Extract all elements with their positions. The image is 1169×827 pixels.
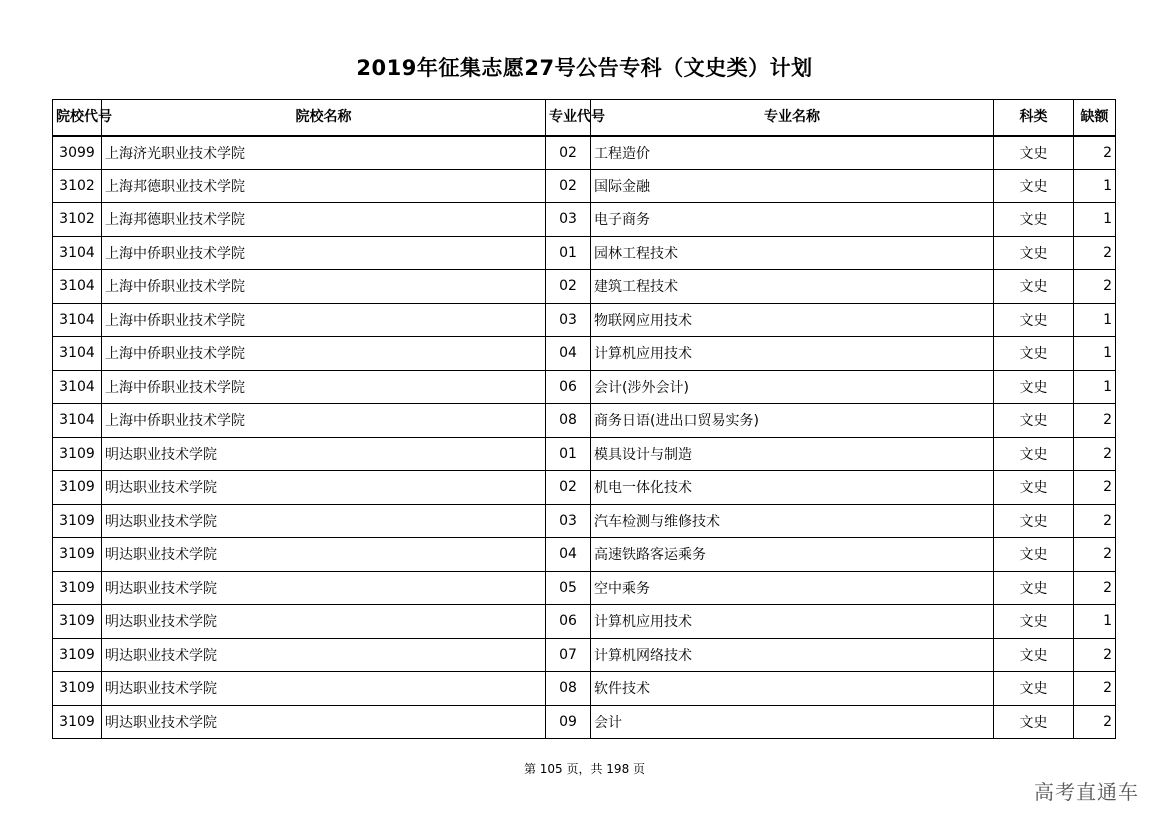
cell-school-name: 上海邦德职业技术学院 [102,169,546,203]
cell-major-name: 软件技术 [591,672,994,706]
cell-category: 文史 [994,705,1074,739]
cell-school-code: 3109 [53,605,102,639]
watermark: 高考直通车 [1034,780,1139,804]
cell-school-code: 3109 [53,705,102,739]
cell-quota: 2 [1074,504,1116,538]
cell-major-name: 国际金融 [591,169,994,203]
cell-school-name: 明达职业技术学院 [102,504,546,538]
cell-school-code: 3109 [53,471,102,505]
cell-school-name: 上海济光职业技术学院 [102,136,546,170]
cell-category: 文史 [994,337,1074,371]
cell-major-code: 09 [546,705,591,739]
table-row [53,337,1116,371]
table-row [53,203,1116,237]
page-title: 2019年征集志愿27号公告专科（文史类）计划 [356,56,813,80]
cell-category: 文史 [994,471,1074,505]
cell-school-name: 明达职业技术学院 [102,538,546,572]
cell-major-code: 04 [546,538,591,572]
cell-major-code: 03 [546,303,591,337]
cell-category: 文史 [994,571,1074,605]
cell-school-name: 上海中侨职业技术学院 [102,303,546,337]
cell-major-code: 04 [546,337,591,371]
cell-school-code: 3104 [53,337,102,371]
cell-school-code: 3104 [53,270,102,304]
cell-category: 文史 [994,638,1074,672]
cell-school-code: 3102 [53,203,102,237]
cell-school-name: 上海中侨职业技术学院 [102,236,546,270]
cell-school-name: 明达职业技术学院 [102,437,546,471]
cell-school-name: 上海中侨职业技术学院 [102,370,546,404]
cell-category: 文史 [994,504,1074,538]
cell-major-name: 模具设计与制造 [591,437,994,471]
cell-major-code: 02 [546,169,591,203]
cell-school-code: 3104 [53,236,102,270]
cell-category: 文史 [994,303,1074,337]
table-row [53,672,1116,706]
cell-major-name: 建筑工程技术 [591,270,994,304]
cell-quota: 2 [1074,471,1116,505]
cell-school-code: 3109 [53,571,102,605]
cell-major-code: 07 [546,638,591,672]
cell-major-code: 06 [546,605,591,639]
cell-major-code: 02 [546,471,591,505]
cell-school-name: 明达职业技术学院 [102,605,546,639]
cell-major-code: 06 [546,370,591,404]
cell-school-code: 3104 [53,370,102,404]
cell-quota: 2 [1074,672,1116,706]
cell-school-code: 3102 [53,169,102,203]
cell-major-code: 05 [546,571,591,605]
cell-major-code: 02 [546,136,591,170]
cell-school-name: 上海中侨职业技术学院 [102,337,546,371]
cell-category: 文史 [994,605,1074,639]
cell-school-name: 上海邦德职业技术学院 [102,203,546,237]
table-row [53,638,1116,672]
table-row [53,705,1116,739]
table-row [53,404,1116,438]
cell-school-code: 3099 [53,136,102,170]
cell-major-name: 电子商务 [591,203,994,237]
cell-school-name: 明达职业技术学院 [102,672,546,706]
cell-major-name: 物联网应用技术 [591,303,994,337]
cell-quota: 2 [1074,705,1116,739]
cell-major-code: 02 [546,270,591,304]
cell-major-name: 高速铁路客运乘务 [591,538,994,572]
cell-school-code: 3109 [53,638,102,672]
cell-quota: 1 [1074,169,1116,203]
cell-school-name: 明达职业技术学院 [102,471,546,505]
cell-school-name: 明达职业技术学院 [102,571,546,605]
page-footer: 第 105 页，共 198 页 [523,762,646,776]
cell-school-name: 明达职业技术学院 [102,638,546,672]
cell-major-name: 机电一体化技术 [591,471,994,505]
cell-major-name: 计算机网络技术 [591,638,994,672]
cell-major-name: 汽车检测与维修技术 [591,504,994,538]
cell-quota: 2 [1074,136,1116,170]
table-row [53,370,1116,404]
cell-major-name: 计算机应用技术 [591,337,994,371]
cell-category: 文史 [994,370,1074,404]
cell-school-code: 3109 [53,538,102,572]
cell-category: 文史 [994,236,1074,270]
cell-school-code: 3109 [53,437,102,471]
cell-major-code: 03 [546,504,591,538]
header-category: 科类 [994,100,1074,136]
header-school-name: 院校名称 [102,100,546,136]
cell-school-name: 明达职业技术学院 [102,705,546,739]
cell-major-name: 商务日语(进出口贸易实务) [591,404,994,438]
cell-category: 文史 [994,404,1074,438]
cell-major-code: 03 [546,203,591,237]
cell-quota: 2 [1074,437,1116,471]
cell-major-code: 08 [546,672,591,706]
table-row [53,571,1116,605]
cell-quota: 1 [1074,605,1116,639]
header-major-name: 专业名称 [591,100,994,136]
cell-quota: 2 [1074,404,1116,438]
cell-category: 文史 [994,538,1074,572]
cell-quota: 2 [1074,638,1116,672]
cell-major-code: 01 [546,437,591,471]
table-row [53,136,1116,170]
cell-major-name: 会计 [591,705,994,739]
cell-quota: 2 [1074,571,1116,605]
cell-category: 文史 [994,437,1074,471]
table-row [53,169,1116,203]
cell-quota: 2 [1074,236,1116,270]
cell-school-code: 3104 [53,404,102,438]
header-quota: 缺额 [1074,100,1116,136]
cell-major-code: 01 [546,236,591,270]
cell-category: 文史 [994,136,1074,170]
table-row [53,471,1116,505]
cell-school-code: 3109 [53,672,102,706]
cell-major-name: 园林工程技术 [591,236,994,270]
cell-quota: 2 [1074,270,1116,304]
cell-school-name: 上海中侨职业技术学院 [102,404,546,438]
plan-table [52,99,1116,739]
cell-category: 文史 [994,169,1074,203]
header-major-code: 专业代号 [546,100,591,136]
cell-school-name: 上海中侨职业技术学院 [102,270,546,304]
cell-quota: 1 [1074,337,1116,371]
table-row [53,270,1116,304]
table-row [53,303,1116,337]
table-row [53,538,1116,572]
table-row [53,236,1116,270]
cell-quota: 1 [1074,203,1116,237]
cell-major-name: 会计(涉外会计) [591,370,994,404]
cell-major-code: 08 [546,404,591,438]
cell-category: 文史 [994,672,1074,706]
cell-major-name: 计算机应用技术 [591,605,994,639]
cell-school-code: 3109 [53,504,102,538]
table-row [53,605,1116,639]
table-row [53,504,1116,538]
cell-school-code: 3104 [53,303,102,337]
cell-category: 文史 [994,270,1074,304]
cell-major-name: 工程造价 [591,136,994,170]
cell-quota: 1 [1074,370,1116,404]
cell-major-name: 空中乘务 [591,571,994,605]
header-school-code: 院校代号 [53,100,102,136]
table-header-row [53,100,1116,136]
table-row [53,437,1116,471]
cell-quota: 1 [1074,303,1116,337]
cell-category: 文史 [994,203,1074,237]
cell-quota: 2 [1074,538,1116,572]
